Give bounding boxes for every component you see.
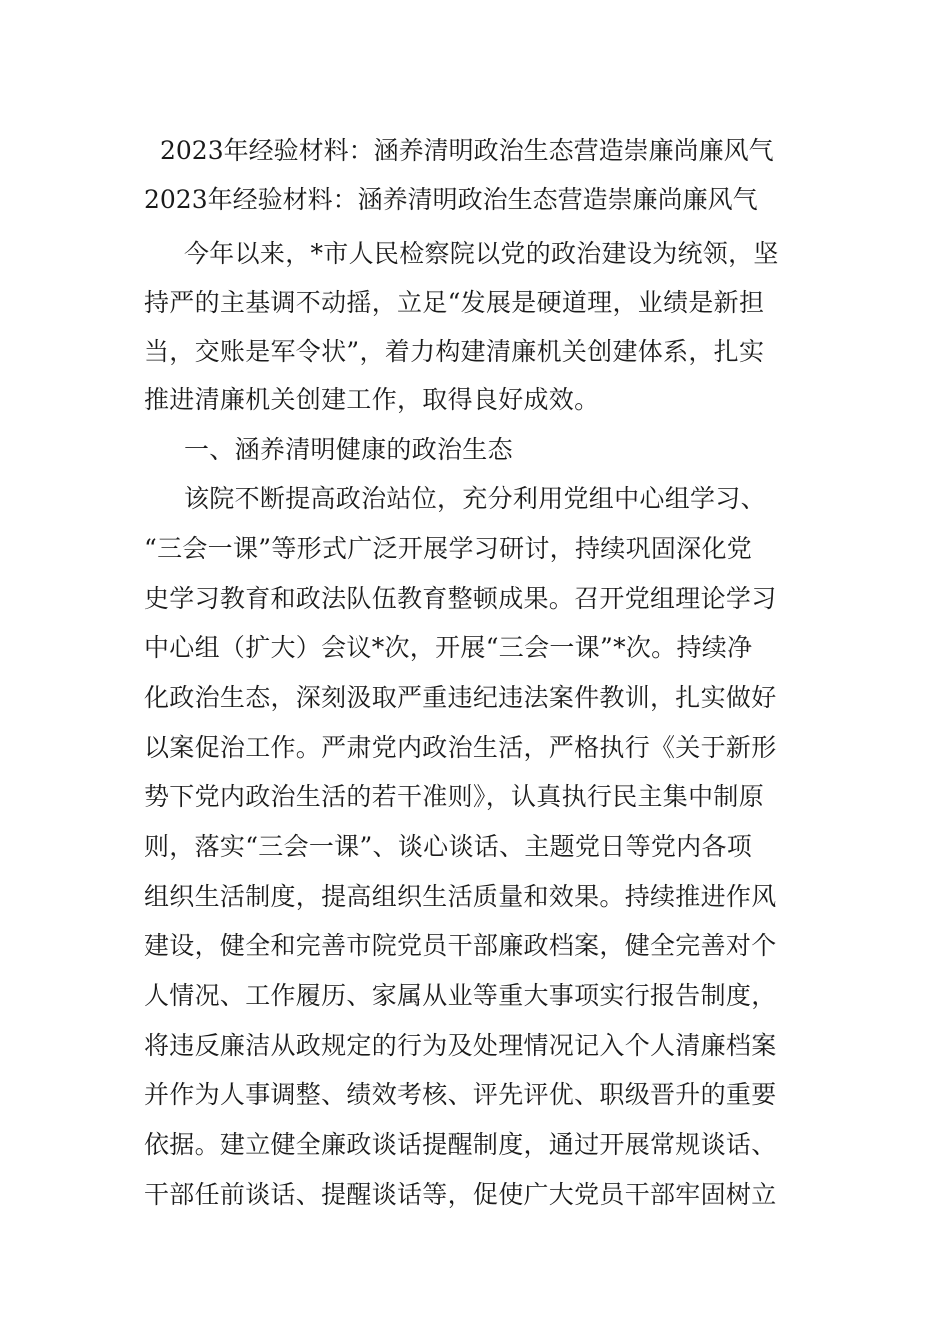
body-paragraph-line: 以案促治工作。严肃党内政治生活，严格执行《关于新形 [144, 733, 777, 762]
intro-paragraph-line: 当，交账是军令状”，着力构建清廉机关创建体系，扎实 [144, 337, 765, 366]
intro-paragraph-line: 推进清廉机关创建工作，取得良好成效。 [144, 385, 600, 414]
intro-paragraph-line: 今年以来，*市人民检察院以党的政治建设为统领，坚 [184, 239, 779, 268]
intro-paragraph-line: 持严的主基调不动摇，立足“发展是硬道理，业绩是新担 [144, 288, 765, 317]
document-title-repeat: 2023年经验材料：涵养清明政治生态营造崇廉尚廉风气 [144, 185, 758, 214]
section-heading: 一、涵养清明健康的政治生态 [184, 435, 513, 464]
body-paragraph-line: 依据。建立健全廉政谈话提醒制度，通过开展常规谈话、 [144, 1130, 777, 1159]
body-paragraph-line: 将违反廉洁从政规定的行为及处理情况记入个人清廉档案 [144, 1031, 777, 1060]
body-paragraph-line: 势下党内政治生活的若干准则》，认真执行民主集中制原 [144, 782, 765, 811]
body-paragraph-line: 并作为人事调整、绩效考核、评先评优、职级晋升的重要 [144, 1080, 777, 1109]
body-paragraph-line: 人情况、工作履历、家属从业等重大事项实行报告制度， [144, 981, 777, 1010]
body-paragraph-line: 该院不断提高政治站位，充分利用党组中心组学习、 [184, 484, 766, 513]
body-paragraph-line: “三会一课”等形式广泛开展学习研讨，持续巩固深化党 [144, 534, 753, 563]
body-paragraph-line: 史学习教育和政法队伍教育整顿成果。召开党组理论学习 [144, 584, 777, 613]
body-paragraph-line: 建设，健全和完善市院党员干部廉政档案，健全完善对个 [144, 931, 777, 960]
body-paragraph-line: 中心组（扩大）会议*次，开展“三会一课”*次。持续净 [144, 633, 753, 662]
body-paragraph-line: 组织生活制度，提高组织生活质量和效果。持续推进作风 [144, 882, 777, 911]
document-title: 2023年经验材料：涵养清明政治生态营造崇廉尚廉风气 [160, 136, 774, 165]
body-paragraph-line: 则，落实“三会一课”、谈心谈话、主题党日等党内各项 [144, 832, 753, 861]
body-paragraph-line: 化政治生态，深刻汲取严重违纪违法案件教训，扎实做好 [144, 683, 777, 712]
body-paragraph-line: 干部任前谈话、提醒谈话等，促使广大党员干部牢固树立 [144, 1180, 777, 1209]
